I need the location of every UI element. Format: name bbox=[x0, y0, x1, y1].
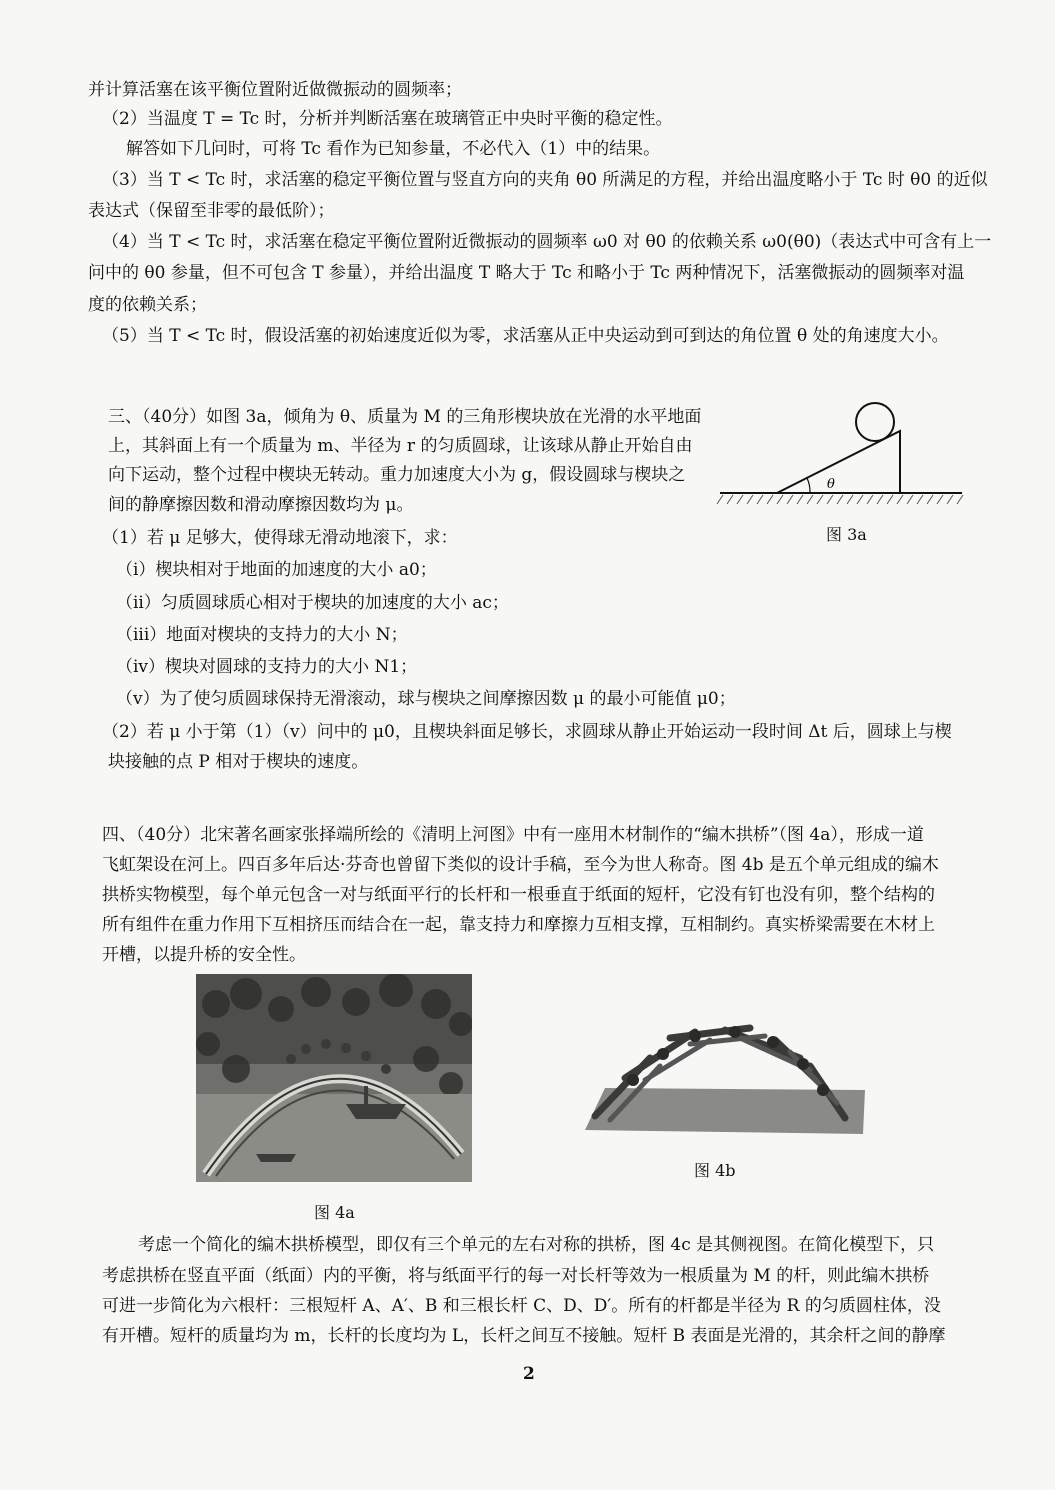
text-line: 并计算活塞在该平衡位置附近做微振动的圆频率； bbox=[88, 80, 462, 100]
text-line: 三、（40分）如图 3a，倾角为 θ、质量为 M 的三角形楔块放在光滑的水平地面 bbox=[108, 407, 702, 427]
figure-4b-bridge-model bbox=[575, 1018, 875, 1136]
text-line: 拱桥实物模型，每个单元包含一对与纸面平行的长杆和一根垂直于纸面的短杆，它没有钉也没有卯，整个结构的 bbox=[102, 885, 935, 905]
text-line: 开槽，以提升桥的安全性。 bbox=[102, 945, 306, 965]
text-line: （5）当 T < Tc 时，假设活塞的初始速度近似为零，求活塞从正中央运动到可到达的角位置 θ 处的角速度大小。 bbox=[102, 326, 949, 346]
text-line: （2）当温度 T = Tc 时，分析并判断活塞在玻璃管正中央时平衡的稳定性。 bbox=[102, 109, 673, 129]
page-number: 2 bbox=[523, 1364, 535, 1384]
text-line: 飞虹架设在河上。四百多年后达·芬奇也曾留下类似的设计手稿，至今为世人称奇。图 4b 是五个单元组成的编木 bbox=[102, 855, 939, 875]
text-line: 有开槽。短杆的质量均为 m，长杆的长度均为 L，长杆之间互不接触。短杆 B 表面是光滑的，其余杆之间的静摩 bbox=[102, 1326, 946, 1346]
text-line: （2）若 μ 小于第（1）（v）问中的 μ0，且楔块斜面足够长，求圆球从静止开始运动一段时间 Δt 后，圆球上与楔 bbox=[102, 722, 952, 742]
text-line: （3）当 T < Tc 时，求活塞的稳定平衡位置与竖直方向的夹角 θ0 所满足的方程，并给出温度略小于 Tc 时 θ0 的近似 bbox=[102, 170, 988, 190]
text-line: 考虑拱桥在竖直平面（纸面）内的平衡，将与纸面平行的每一对长杆等效为一根质量为 M 的杆，则此编木拱桥 bbox=[102, 1266, 930, 1286]
text-line: 向下运动，整个过程中楔块无转动。重力加速度大小为 g，假设圆球与楔块之 bbox=[108, 465, 686, 485]
text-line: （iii）地面对楔块的支持力的大小 N； bbox=[116, 625, 408, 645]
text-line: （v）为了使匀质圆球保持无滑滚动，球与楔块之间摩擦因数 μ 的最小可能值 μ0； bbox=[116, 689, 736, 709]
text-line: （iv）楔块对圆球的支持力的大小 N1； bbox=[116, 657, 418, 677]
text-line: 上，其斜面上有一个质量为 m、半径为 r 的匀质圆球，让该球从静止开始自由 bbox=[108, 436, 693, 456]
text-line: （4）当 T < Tc 时，求活塞在稳定平衡位置附近微振动的圆频率 ω0 对 θ0 的依赖关系 ω0(θ0)（表达式中可含有上一 bbox=[102, 232, 992, 252]
text-line: 表达式（保留至非零的最低阶）； bbox=[88, 201, 335, 221]
text-line: 考虑一个简化的编木拱桥模型，即仅有三个单元的左右对称的拱桥，图 4c 是其侧视图。在简化模型下，只 bbox=[138, 1235, 935, 1255]
angle-label: θ bbox=[827, 477, 835, 492]
text-line: 间的静摩擦因数和滑动摩擦因数均为 μ。 bbox=[108, 495, 414, 515]
text-line: 可进一步简化为六根杆：三根短杆 A、A′、B 和三根长杆 C、D、D′。所有的杆都是半径为 R 的匀质圆柱体，没 bbox=[102, 1296, 941, 1316]
figure-4b-caption: 图 4b bbox=[694, 1161, 736, 1180]
figure-4a-painting bbox=[196, 974, 472, 1182]
text-line: （1）若 μ 足够大，使得球无滑动地滚下，求： bbox=[102, 528, 458, 548]
text-line: 问中的 θ0 参量，但不可包含 T 参量），并给出温度 T 略大于 Tc 和略小于 Tc 两种情况下，活塞微振动的圆频率对温 bbox=[88, 263, 965, 283]
text-line: （i）楔块相对于地面的加速度的大小 a0； bbox=[116, 560, 437, 580]
text-line: 解答如下几问时，可将 Tc 看作为已知参量，不必代入（1）中的结果。 bbox=[126, 139, 661, 159]
text-line: 四、（40分）北宋著名画家张择端所绘的《清明上河图》中有一座用木材制作的“编木拱桥”（图 4a），形成一道 bbox=[102, 825, 924, 845]
figure-3a-wedge-ball bbox=[715, 400, 965, 515]
text-line: 度的依赖关系； bbox=[88, 295, 207, 315]
text-line: 块接触的点 P 相对于楔块的速度。 bbox=[108, 752, 369, 772]
text-line: 所有组件在重力作用下互相挤压而结合在一起，靠支持力和摩擦力互相支撑，互相制约。真实桥梁需要在木材上 bbox=[102, 915, 935, 935]
figure-4a-caption: 图 4a bbox=[314, 1203, 355, 1222]
text-line: （ii）匀质圆球质心相对于楔块的加速度的大小 ac； bbox=[116, 593, 509, 613]
figure-3a-caption: 图 3a bbox=[826, 525, 867, 544]
